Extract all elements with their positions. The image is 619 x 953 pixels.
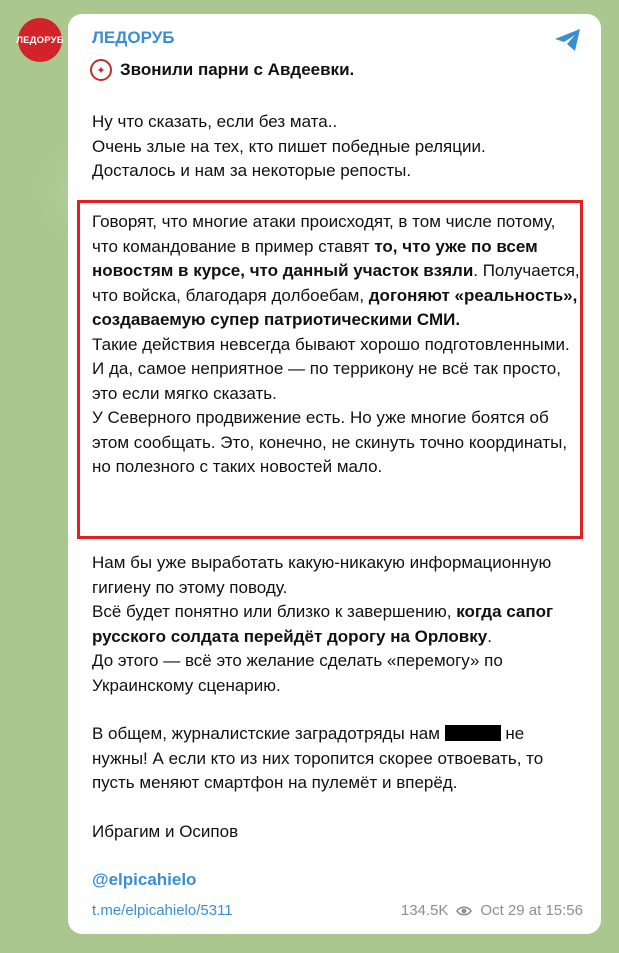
bold-text: то, что уже по всем новостям в курсе, что данный участок взяли	[92, 236, 538, 280]
message-bubble	[68, 14, 601, 934]
eye-icon	[456, 905, 472, 917]
bold-text: догоняют «реальность», создаваемую супер патриотическими СМИ.	[92, 285, 578, 329]
post-date: Oct 29 at 15:56	[480, 902, 583, 919]
paragraph-line: В общем, журналистские заградотряды нам не нужны! А если кто из них торопится скорее отвоевать, то пусть меняют смартфон на пулемёт и вперёд.	[92, 724, 544, 792]
highlight-sentence-1: Говорят, что многие атаки происходят, в том числе потому, что командование в пример ставят то, что уже по всем новостям в курсе, что данный участок взяли. Получается, что войска, благодаря долбоебам, догоняют «реальность», создаваемую супер патриотическими СМИ.	[92, 212, 580, 329]
paragraph-line: Всё будет понятно или близко к завершению, когда сапог русского солдата перейдёт дорогу на Орловку.	[92, 602, 554, 646]
highlighted-paragraph	[92, 210, 582, 480]
highlight-sentence-2: Такие действия невсегда бывают хорошо подготовленными.	[92, 334, 570, 354]
hygiene-paragraph	[92, 551, 582, 698]
compass-emoji-icon: ✦	[90, 59, 112, 81]
intro-line: Досталось и нам за некоторые репосты.	[92, 161, 412, 180]
censor-bar	[445, 725, 501, 741]
bold-text: когда сапог русского солдата перейдёт дорогу на Орловку	[92, 602, 554, 646]
paragraph-line: Нам бы уже выработать какую-никакую информационную гигиену по этому поводу.	[92, 553, 552, 597]
intro-line: Очень злые на тех, кто пишет победные реляции.	[92, 136, 486, 156]
intro-line: Ну что сказать, если без мата..	[92, 112, 338, 131]
signature: Ибрагим и Осипов	[92, 822, 239, 841]
mention-link[interactable]: @elpicahielo	[92, 870, 197, 889]
channel-name[interactable]: ЛЕДОРУБ	[92, 28, 175, 47]
post-link[interactable]: t.me/elpicahielo/5311	[92, 902, 233, 919]
message-footer	[92, 902, 583, 919]
channel-avatar[interactable]	[18, 18, 62, 62]
paragraph-line: До этого — всё это желание сделать «перемогу» по Украинскому сценарию.	[92, 651, 503, 695]
post-title: Звонили парни с Авдеевки.	[120, 60, 355, 79]
conclusion-paragraph	[92, 722, 582, 796]
share-icon[interactable]	[553, 26, 583, 54]
avatar-logo-text: ЛЕДОРУБ	[16, 34, 64, 46]
post-title-row	[90, 59, 354, 81]
view-count: 134.5K	[400, 902, 449, 919]
highlight-sentence-4: У Северного продвижение есть. Но уже многие боятся об этом сообщать. Это, конечно, не скинуть точно координаты, но полезного с таких новостей мало.	[92, 408, 568, 476]
highlight-sentence-3: И да, самое неприятное — по террикону не всё так просто, это если мягко сказать.	[92, 359, 561, 403]
intro-paragraph	[92, 110, 582, 184]
